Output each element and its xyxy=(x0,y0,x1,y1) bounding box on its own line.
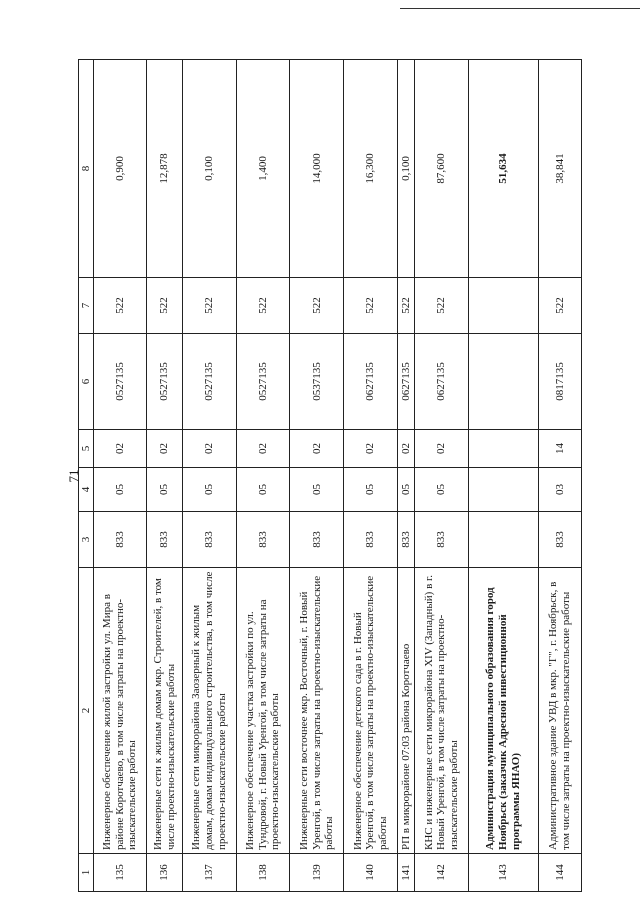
ministry-code-cell: 833 xyxy=(344,512,398,568)
subsection-code-cell: 02 xyxy=(236,430,290,468)
target-item-cell: 0527135 xyxy=(182,334,236,430)
corner-rule xyxy=(400,8,640,9)
column-header: 1 xyxy=(79,854,94,892)
target-item-cell: 0527135 xyxy=(236,334,290,430)
ministry-code-cell: 833 xyxy=(93,512,147,568)
expense-type-cell: 522 xyxy=(538,278,581,334)
column-header: 4 xyxy=(79,468,94,512)
target-item-cell xyxy=(468,334,538,430)
table-row xyxy=(397,60,414,892)
ministry-code-cell: 833 xyxy=(182,512,236,568)
row-number-cell: 135 xyxy=(93,854,147,892)
description-cell: Административное здание УВД в мкр. "Г", г. Ноябрьск, в том числе затраты на проектно-изыскательские работы xyxy=(538,568,581,854)
section-code-cell: 05 xyxy=(290,468,344,512)
table-row xyxy=(236,60,290,892)
row-number-cell: 142 xyxy=(415,854,469,892)
ministry-code-cell: 833 xyxy=(538,512,581,568)
row-number-cell: 140 xyxy=(344,854,398,892)
expense-type-cell xyxy=(468,278,538,334)
expense-type-cell: 522 xyxy=(344,278,398,334)
amount-cell: 0,100 xyxy=(397,60,414,278)
column-header: 8 xyxy=(79,60,94,278)
amount-cell: 87,600 xyxy=(415,60,469,278)
row-number-cell: 136 xyxy=(147,854,182,892)
target-item-cell: 0527135 xyxy=(147,334,182,430)
subsection-code-cell: 02 xyxy=(290,430,344,468)
description-cell: Инженерные сети микрорайона Заозерный к жилым домам, домам индивидуального строительства, в том числе проектно-изыскательские работы xyxy=(182,568,236,854)
expense-type-cell: 522 xyxy=(415,278,469,334)
header-row xyxy=(79,60,94,892)
ministry-code-cell: 833 xyxy=(397,512,414,568)
table-row xyxy=(468,60,538,892)
description-cell: Инженерное обеспечение жилой застройки ул. Мира в районе Коротчаево, в том числе затраты на проектно-изыскательские работы xyxy=(93,568,147,854)
subsection-code-cell: 02 xyxy=(182,430,236,468)
expense-type-cell: 522 xyxy=(290,278,344,334)
description-cell: КНС и инженерные сети микрорайона XIV (Западный) в г. Новый Уренгой, в том числе затраты на проектно-изыскательские работы xyxy=(415,568,469,854)
amount-cell: 16,300 xyxy=(344,60,398,278)
row-number-cell: 144 xyxy=(538,854,581,892)
row-number-cell: 141 xyxy=(397,854,414,892)
ministry-code-cell: 833 xyxy=(147,512,182,568)
subsection-code-cell: 14 xyxy=(538,430,581,468)
ministry-code-cell: 833 xyxy=(236,512,290,568)
description-cell: Инженерные сети восточнее мкр. Восточный, г. Новый Уренгой, в том числе затраты на проектно-изыскательские работы xyxy=(290,568,344,854)
expense-type-cell: 522 xyxy=(93,278,147,334)
target-item-cell: 0627135 xyxy=(344,334,398,430)
table-row xyxy=(182,60,236,892)
section-code-cell xyxy=(468,468,538,512)
row-number-cell: 143 xyxy=(468,854,538,892)
page-number: 71 xyxy=(66,469,81,483)
row-number-cell: 139 xyxy=(290,854,344,892)
row-number-cell: 137 xyxy=(182,854,236,892)
section-code-cell: 05 xyxy=(236,468,290,512)
section-code-cell: 05 xyxy=(93,468,147,512)
subsection-code-cell: 02 xyxy=(147,430,182,468)
subsection-code-cell: 02 xyxy=(397,430,414,468)
ministry-code-cell: 833 xyxy=(415,512,469,568)
ministry-code-cell xyxy=(468,512,538,568)
section-code-cell: 05 xyxy=(182,468,236,512)
table-row xyxy=(290,60,344,892)
expense-type-cell: 522 xyxy=(236,278,290,334)
target-item-cell: 0527135 xyxy=(93,334,147,430)
description-cell: Инженерные сети к жилым домам мкр. Строителей, в том числе проектно-изыскательские работы xyxy=(147,568,182,854)
section-code-cell: 05 xyxy=(344,468,398,512)
table-body xyxy=(79,60,582,892)
amount-cell: 51,634 xyxy=(468,60,538,278)
column-header: 7 xyxy=(79,278,94,334)
appropriations-table xyxy=(78,59,582,892)
target-item-cell: 0817135 xyxy=(538,334,581,430)
amount-cell: 38,841 xyxy=(538,60,581,278)
description-cell: Инженерное обеспечение участка застройки по ул. Тундровой, г. Новый Уренгой, в том числе затраты на проектно-изыскательские работы xyxy=(236,568,290,854)
target-item-cell: 0627135 xyxy=(415,334,469,430)
expense-type-cell: 522 xyxy=(397,278,414,334)
expense-type-cell: 522 xyxy=(147,278,182,334)
column-header: 3 xyxy=(79,512,94,568)
section-code-cell: 05 xyxy=(147,468,182,512)
subsection-code-cell: 02 xyxy=(344,430,398,468)
rotated-page xyxy=(60,60,582,892)
description-cell: Администрация муниципального образования город Ноябрьск (заказчик Адресной инвестиционной программы ЯНАО) xyxy=(468,568,538,854)
target-item-cell: 0627135 xyxy=(397,334,414,430)
table-row xyxy=(93,60,147,892)
amount-cell: 12,878 xyxy=(147,60,182,278)
subsection-code-cell: 02 xyxy=(415,430,469,468)
amount-cell: 0,100 xyxy=(182,60,236,278)
section-code-cell: 05 xyxy=(415,468,469,512)
section-code-cell: 03 xyxy=(538,468,581,512)
amount-cell: 14,000 xyxy=(290,60,344,278)
amount-cell: 1,400 xyxy=(236,60,290,278)
column-header: 2 xyxy=(79,568,94,854)
row-number-cell: 138 xyxy=(236,854,290,892)
amount-cell: 0,900 xyxy=(93,60,147,278)
column-header: 6 xyxy=(79,334,94,430)
section-code-cell: 05 xyxy=(397,468,414,512)
subsection-code-cell: 02 xyxy=(93,430,147,468)
table-row xyxy=(344,60,398,892)
subsection-code-cell xyxy=(468,430,538,468)
target-item-cell: 0537135 xyxy=(290,334,344,430)
expense-type-cell: 522 xyxy=(182,278,236,334)
description-cell: Инженерное обеспечение детского сада в г. Новый Уренгой, в том числе затраты на проектно-изыскательские работы xyxy=(344,568,398,854)
table-row xyxy=(147,60,182,892)
table-row xyxy=(538,60,581,892)
ministry-code-cell: 833 xyxy=(290,512,344,568)
table-row xyxy=(415,60,469,892)
column-header: 5 xyxy=(79,430,94,468)
description-cell: РП в микрорайоне 07:03 района Коротчаево xyxy=(397,568,414,854)
